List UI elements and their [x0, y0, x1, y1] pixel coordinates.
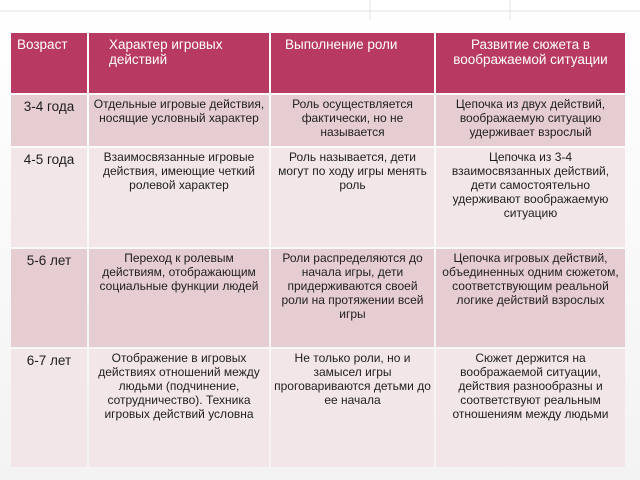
actions-cell: Взаимосвязанные игровые действия, имеющие четкий ролевой характер — [89, 148, 269, 247]
role-cell: Роль называется, дети могут по ходу игры менять роль — [271, 148, 434, 247]
plot-cell: Цепочка из 3-4 взаимосвязанных действий, дети самостоятельно удерживают воображаемую ситуацию — [436, 148, 625, 247]
table-row — [11, 249, 625, 347]
age-cell: 3-4 года — [11, 95, 87, 146]
content-area — [9, 31, 627, 469]
header-plot-development: Развитие сюжета в воображаемой ситуации — [436, 33, 625, 93]
actions-cell: Переход к ролевым действиям, отображающим социальные функции людей — [89, 249, 269, 347]
role-cell: Не только роли, но и замысел игры проговариваются детьми до ее начала — [271, 349, 434, 467]
decorative-lines — [0, 0, 640, 20]
age-cell: 4-5 года — [11, 148, 87, 247]
role-cell: Роль осуществляется фактически, но не называется — [271, 95, 434, 146]
plot-cell: Цепочка игровых действий, объединенных одним сюжетом, соответствующим реальной логике действий взрослых — [436, 249, 625, 347]
plot-cell: Сюжет держится на воображаемой ситуации, действия разнообразны и соответствуют реальным отношениям между людьми — [436, 349, 625, 467]
header-role-performance: Выполнение роли — [271, 33, 434, 93]
age-cell: 6-7 лет — [11, 349, 87, 467]
header-play-actions: Характер игровых действий — [89, 33, 269, 93]
age-cell: 5-6 лет — [11, 249, 87, 347]
table-row — [11, 349, 625, 467]
table-row — [11, 95, 625, 146]
table-row — [11, 148, 625, 247]
actions-cell: Отдельные игровые действия, носящие условный характер — [89, 95, 269, 146]
actions-cell: Отображение в игровых действиях отношений между людьми (подчинение, сотрудничество). Техника игровых действий условна — [89, 349, 269, 467]
table-header-row — [11, 33, 625, 93]
role-cell: Роли распределяются до начала игры, дети придерживаются своей роли на протяжении всей игры — [271, 249, 434, 347]
header-age: Возраст — [11, 33, 87, 93]
plot-cell: Цепочка из двух действий, воображаемую ситуацию удерживает взрослый — [436, 95, 625, 146]
play-development-table — [9, 31, 627, 469]
